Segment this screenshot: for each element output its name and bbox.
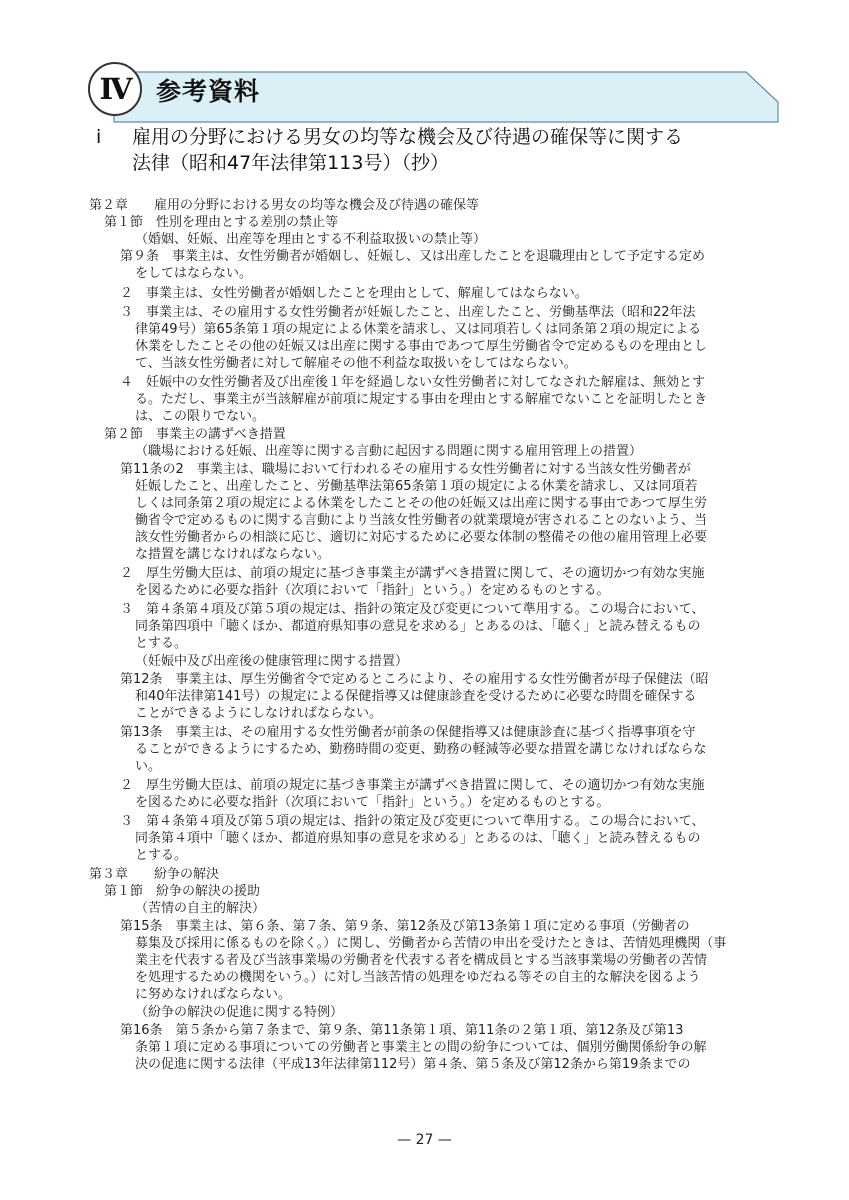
article-line: 募集及び採用に係るものを除く。）に関し、労働者から苦情の申出を受けたときは、苦情処理機関（事 bbox=[135, 936, 727, 951]
paragraph-line: ２ 事業主は、女性労働者が婚姻したことを理由として、解雇してはならない。 bbox=[120, 286, 588, 301]
article-line: 条第１項に定める事項についての労働者と事業主との間の紛争については、個別労働関係紛争の解 bbox=[135, 1040, 707, 1055]
article-line: をしてはならない。 bbox=[135, 266, 253, 281]
article-line: 第12条 事業主は、厚生労働省令で定めるところにより、その雇用する女性労働者が母子保健法（昭 bbox=[120, 672, 709, 687]
chapter-heading: 第２章 雇用の分野における男女の均等な機会及び待遇の確保等 bbox=[89, 198, 480, 213]
article-line: ことができるようにしなければならない。 bbox=[135, 706, 383, 721]
section-heading: 第２節 事業主の講ずべき措置 bbox=[104, 427, 286, 442]
law-title-line: 雇用の分野における男女の均等な機会及び待遇の確保等に関する bbox=[132, 126, 684, 148]
page-number: — 27 — bbox=[397, 1132, 452, 1148]
article-line: 該女性労働者からの相談に応じ、適切に対応するために必要な体制の整備その他の雇用管理上必要 bbox=[135, 530, 708, 545]
section-heading: 第１節 性別を理由とする差別の禁止等 bbox=[104, 215, 339, 230]
paragraph-line: ３ 第４条第４項及び第５項の規定は、指針の策定及び変更について準用する。この場合において、 bbox=[120, 602, 705, 617]
article-line: 決の促進に関する法律（平成13年法律第112号）第４条、第５条及び第12条から第19条までの bbox=[135, 1057, 691, 1072]
paragraph-line: は、この限りでない。 bbox=[135, 409, 266, 424]
article-line: い。 bbox=[135, 759, 162, 774]
paragraph-line: を図るために必要な指針（次項において「指針」という。）を定めるものとする。 bbox=[135, 795, 610, 810]
article-line: ることができるようにするため、勤務時間の変更、勤務の軽減等必要な措置を講じなければならな bbox=[135, 742, 707, 757]
paragraph-line: ４ 妊娠中の女性労働者及び出産後１年を経過しない女性労働者に対してなされた解雇は、無効とす bbox=[120, 375, 706, 390]
article-line: しくは同条第２項の規定による休業をしたことその他の妊娠又は出産に関する事由であつて厚生労 bbox=[135, 496, 708, 511]
article-line: 第16条 第５条から第７条まで、第９条、第11条第１項、第11条の２第１項、第12条及び第13 bbox=[120, 1023, 684, 1038]
article-line: 第９条 事業主は、女性労働者が婚姻し、妊娠し、又は出産したことを退職理由として予定する定め bbox=[120, 249, 706, 264]
paragraph-line: ２ 厚生労働大臣は、前項の規定に基づき事業主が講ずべき措置に関して、その適切かつ有効な実施 bbox=[120, 778, 705, 793]
section-title: 参考資料 bbox=[156, 77, 261, 106]
article-line: 和40年法律第141号）の規定による保健指導又は健康診査を受けるために必要な時間を確保する bbox=[135, 689, 697, 704]
article-line: に努めなければならない。 bbox=[135, 987, 292, 1002]
law-title-line: 法律（昭和47年法律第113号）（抄） bbox=[132, 152, 449, 174]
article-line: 妊娠したこと、出産したこと、労働基準法第65条第１項の規定による休業を請求し、又は同項若 bbox=[135, 479, 698, 494]
paragraph-line: ３ 第４条第４項及び第５項の規定は、指針の策定及び変更について準用する。この場合において、 bbox=[120, 814, 705, 829]
article-caption: （紛争の解決の促進に関する特例） bbox=[135, 1005, 344, 1020]
paragraph-line: 同条第四項中「聴くほか、都道府県知事の意見を求める」とあるのは、「聴く」と読み替えるもの bbox=[135, 619, 701, 634]
paragraph-line: ３ 事業主は、その雇用する女性労働者が妊娠したこと、出産したこと、労働基準法（昭和22年法 bbox=[120, 305, 696, 320]
paragraph-line: ２ 厚生労働大臣は、前項の規定に基づき事業主が講ずべき措置に関して、その適切かつ有効な実施 bbox=[120, 566, 705, 581]
paragraph-line: 休業をしたことその他の妊娠又は出産に関する事由であつて厚生労働省令で定めるものを理由とし bbox=[135, 339, 708, 354]
paragraph-line: 律第49号）第65条第１項の規定による休業を請求し、又は同項若しくは同条第２項の規定による bbox=[135, 322, 702, 337]
law-item-number: i bbox=[96, 126, 102, 148]
article-line: 働省令で定めるものに関する言動により当該女性労働者の就業環境が害されることのないよう、当 bbox=[135, 513, 708, 528]
paragraph-line: を図るために必要な指針（次項において「指針」という。）を定めるものとする。 bbox=[135, 583, 610, 598]
paragraph-line: とする。 bbox=[135, 636, 188, 651]
section-header-banner bbox=[84, 58, 779, 124]
article-line: 第11条の2 事業主は、職場において行われるその雇用する女性労働者に対する当該女性労働者が bbox=[120, 462, 691, 477]
section-heading: 第１節 紛争の解決の援助 bbox=[104, 884, 261, 899]
law-title-text bbox=[132, 124, 776, 176]
article-line: を処理するための機関をいう。）に対し当該苦情の処理をゆだねる等その自主的な解決を図るよう bbox=[135, 970, 701, 985]
article-line: 業主を代表する者及び当該事業場の労働者を代表する者を構成員とする当該事業場の労働者の苦情 bbox=[135, 953, 708, 968]
chapter-heading: 第３章 紛争の解決 bbox=[89, 867, 220, 882]
article-caption: （妊娠中及び出産後の健康管理に関する措置） bbox=[135, 654, 409, 669]
paragraph-line: とする。 bbox=[135, 848, 188, 863]
article-line: 第13条 事業主は、その雇用する女性労働者が前条の保健指導又は健康診査に基づく指導事項を守 bbox=[120, 725, 696, 740]
paragraph-line: 同条第４項中「聴くほか、都道府県知事の意見を求める」とあるのは、「聴く」と読み替えるもの bbox=[135, 831, 701, 846]
article-caption: （職場における妊娠、出産等に関する言動に起因する問題に関する雇用管理上の措置） bbox=[135, 444, 643, 459]
article-line: な措置を講じなければならない。 bbox=[135, 547, 331, 562]
paragraph-line: る。ただし、事業主が当該解雇が前項に規定する事由を理由とする解雇でないことを証明したとき bbox=[135, 392, 708, 407]
paragraph-line: て、当該女性労働者に対して解雇その他不利益な取扱いをしてはならない。 bbox=[135, 356, 577, 371]
article-line: 第15条 事業主は、第６条、第７条、第９条、第12条及び第13条第１項に定める事項（労働者の bbox=[120, 919, 690, 934]
section-roman-numeral: Ⅳ bbox=[99, 72, 131, 106]
article-caption: （婚姻、妊娠、出産等を理由とする不利益取扱いの禁止等） bbox=[135, 232, 487, 247]
article-caption: （苦情の自主的解決） bbox=[135, 901, 266, 916]
